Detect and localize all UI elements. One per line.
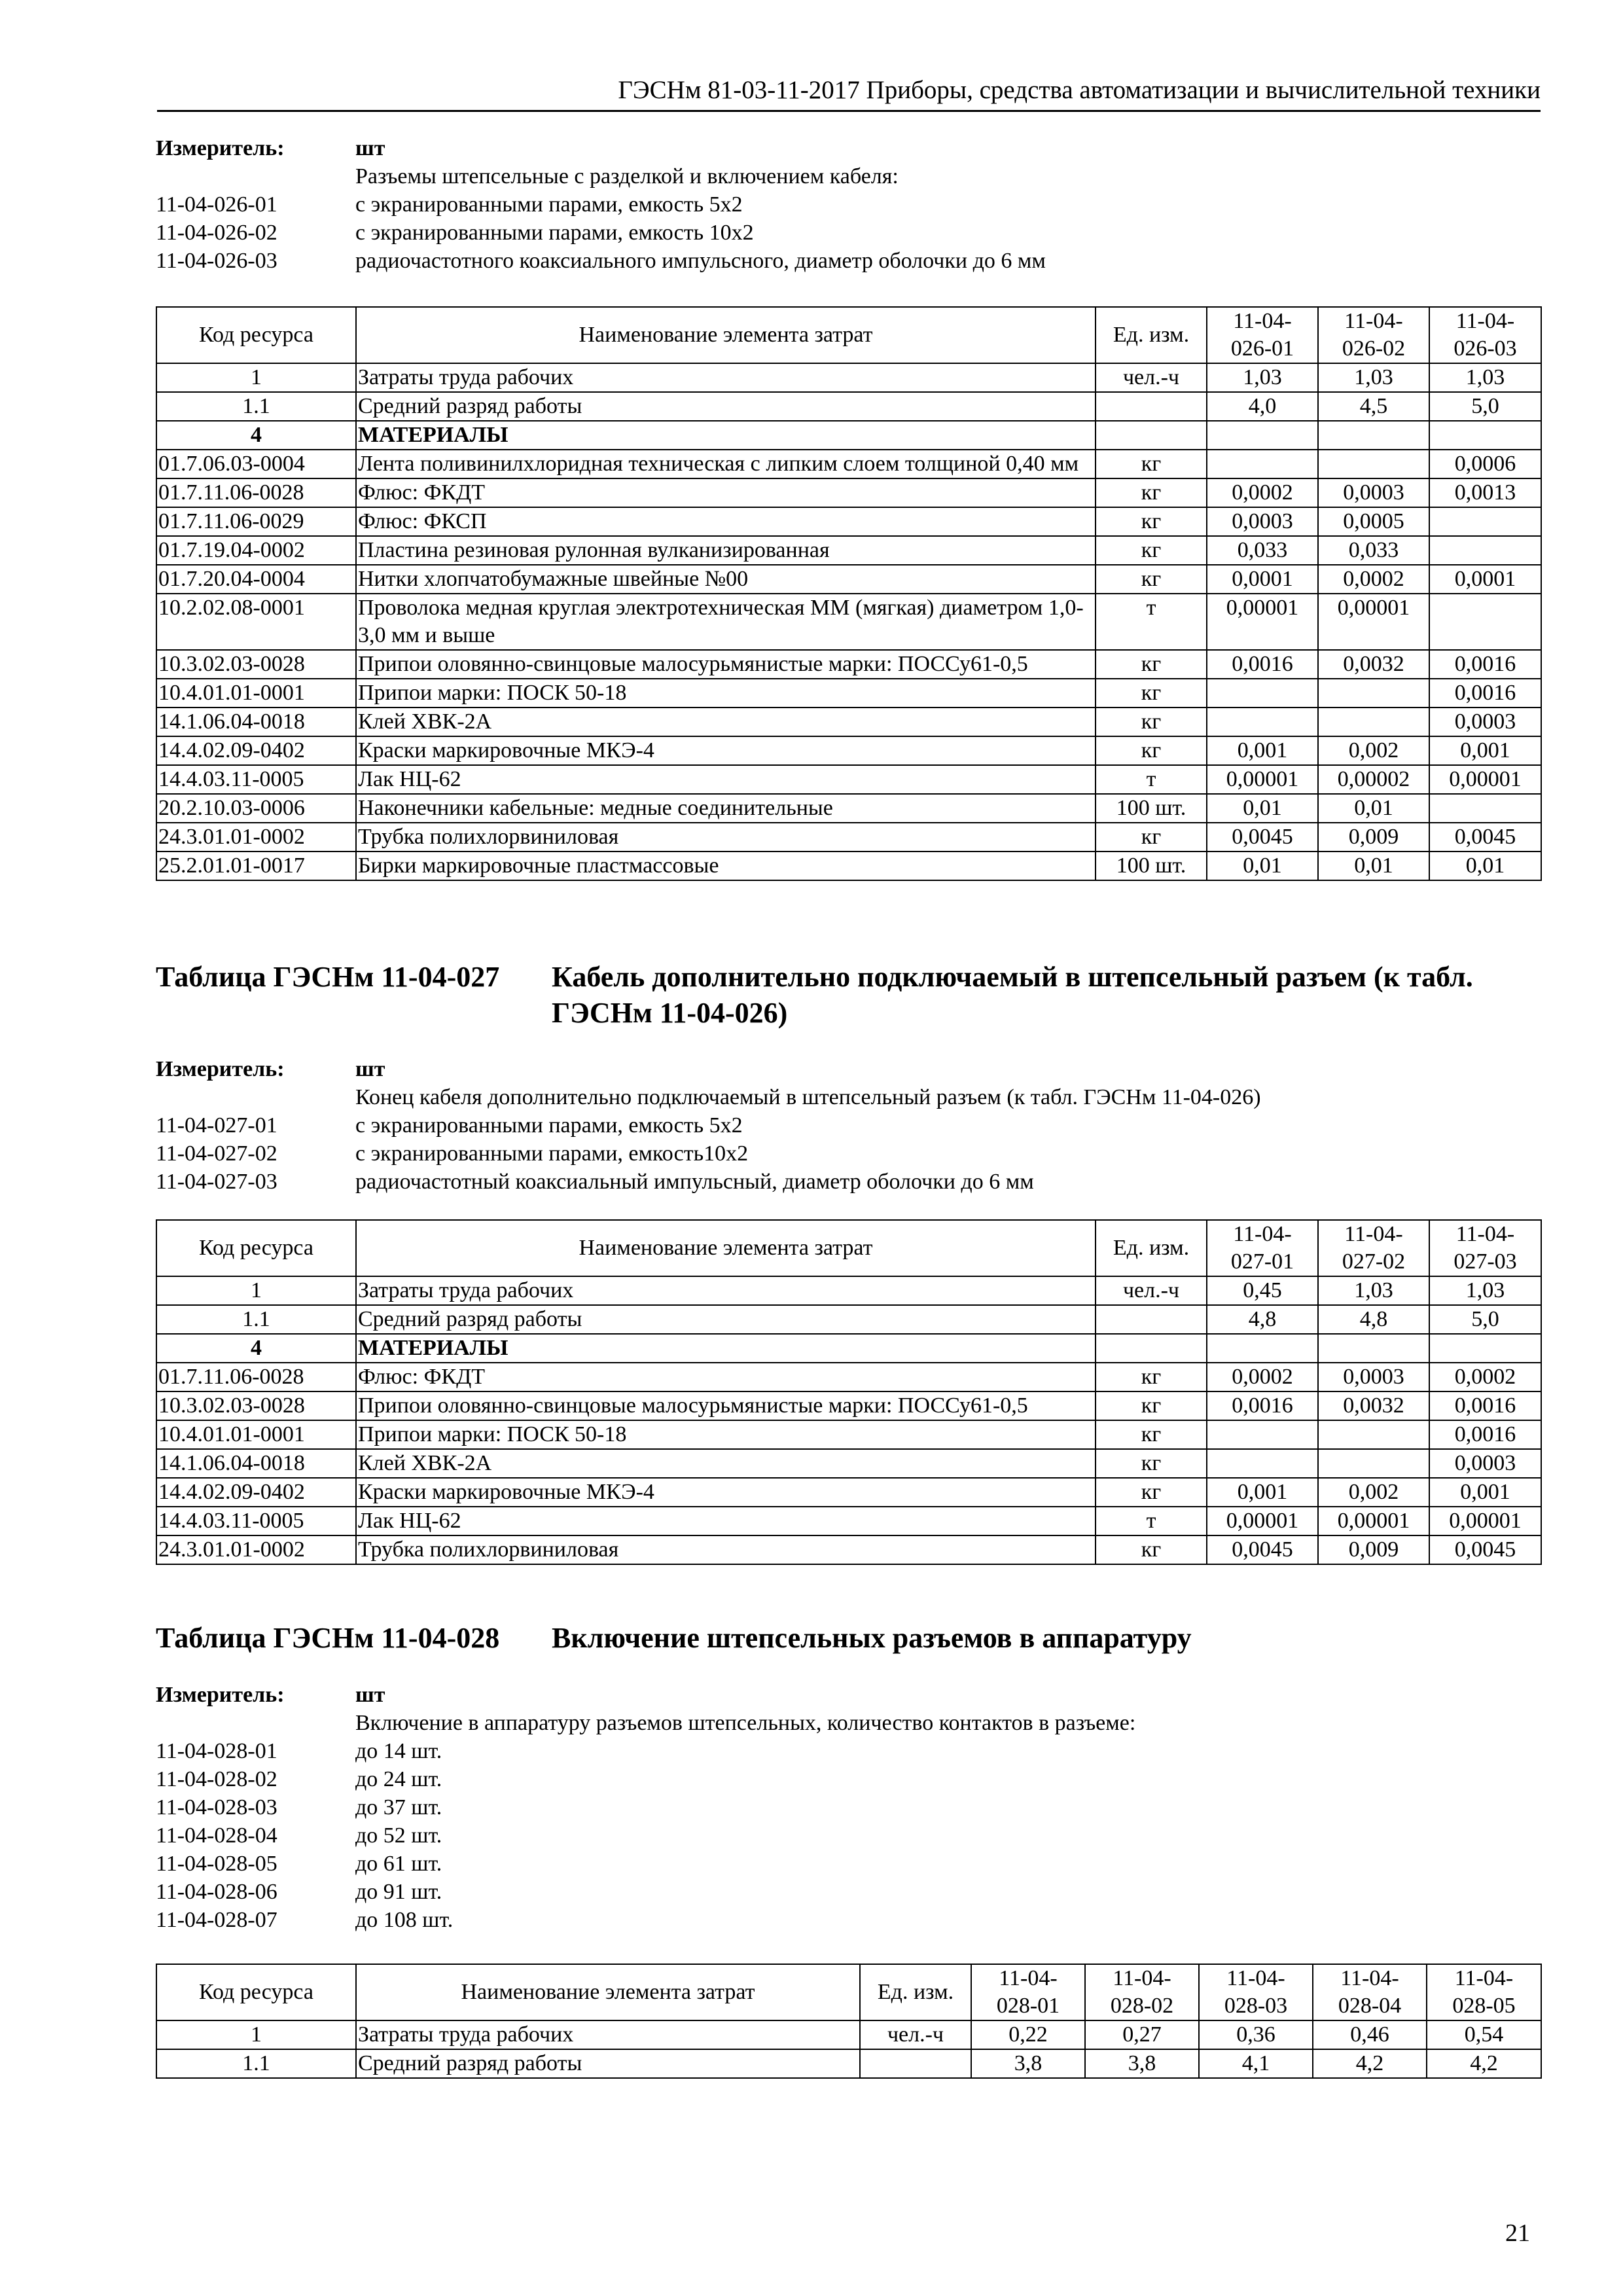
norm-value: 1,03 [1318,1276,1429,1305]
norm-value: 0,0032 [1318,1391,1429,1420]
description-row [156,1709,1135,1737]
measure-row [156,134,1046,162]
item-row [156,1168,1261,1196]
norm-value: 1,03 [1429,1276,1541,1305]
col-header-code: Код ресурса [156,307,356,363]
norm-value: 0,0003 [1318,478,1429,507]
norm-value: 4,2 [1427,2049,1541,2078]
table-row [156,708,1541,736]
norm-value: 0,0016 [1207,650,1318,679]
resource-name: Клей ХВК-2А [356,1449,1096,1478]
resource-name: Флюс: ФКДТ [356,1363,1096,1391]
resource-name: Припои марки: ПОСК 50-18 [356,1420,1096,1449]
resource-table-026 [156,306,1542,881]
item-code: 11-04-028-03 [156,1795,277,1820]
norm-value: 0,001 [1207,1478,1318,1507]
resource-name: Лак НЦ-62 [356,765,1096,794]
norm-value: 0,0016 [1429,1420,1541,1449]
resource-name: Припои марки: ПОСК 50-18 [356,679,1096,708]
item-code: 11-04-026-01 [156,192,277,217]
resource-code: 01.7.11.06-0028 [156,478,356,507]
norm-value: 5,0 [1429,1305,1541,1334]
resource-name: Затраты труда рабочих [356,1276,1096,1305]
item-row [156,1111,1261,1139]
table-row [156,1363,1541,1391]
item-row [156,1765,1135,1793]
table-heading-028 [156,1620,1541,1656]
resource-name: Припои оловянно-свинцовые малосурьмянистые марки: ПОССу61-0,5 [356,650,1096,679]
item-code: 11-04-028-04 [156,1823,277,1848]
norm-value [1318,679,1429,708]
col-header-norm: 11-04- 026-02 [1318,307,1429,363]
resource-name: Краски маркировочные МКЭ-4 [356,1478,1096,1507]
item-row [156,1737,1135,1765]
norm-value: 0,00001 [1429,1507,1541,1535]
col-header-norm: 11-04- 027-01 [1207,1220,1318,1276]
description: Конец кабеля дополнительно подключаемый в штепсельный разъем (к табл. ГЭСНм 11-04-026) [355,1085,1261,1109]
norm-value: 0,01 [1207,852,1318,880]
table-heading-027 [156,959,1541,1031]
norm-value [1207,421,1318,450]
norm-value [1318,1449,1429,1478]
norm-value: 0,033 [1318,536,1429,565]
norm-value: 0,0013 [1429,478,1541,507]
item-code: 11-04-028-07 [156,1908,277,1932]
resource-code: 10.4.01.01-0001 [156,679,356,708]
table-row [156,1420,1541,1449]
resource-name: Флюс: ФКДТ [356,478,1096,507]
resource-unit [1096,392,1207,421]
norm-value: 0,01 [1318,852,1429,880]
item-code: 11-04-028-06 [156,1880,277,1904]
table-row [156,2020,1541,2049]
resource-code: 10.3.02.03-0028 [156,650,356,679]
resource-code: 14.4.03.11-0005 [156,1507,356,1535]
measure-label: Измеритель: [156,1683,285,1707]
item-code: 11-04-027-01 [156,1113,277,1138]
resource-name: Бирки маркировочные пластмассовые [356,852,1096,880]
norm-value: 0,0002 [1429,1363,1541,1391]
norm-value: 0,54 [1427,2020,1541,2049]
item-text: с экранированными парами, емкость 10х2 [355,221,754,245]
resource-code: 24.3.01.01-0002 [156,1535,356,1564]
item-code: 11-04-028-02 [156,1767,277,1791]
running-title: ГЭСНм 81-03-11-2017 Приборы, средства автоматизации и вычислительной техники [618,76,1541,104]
measure-block-028 [156,1681,1135,1934]
norm-value: 0,00001 [1207,1507,1318,1535]
item-row [156,1850,1135,1878]
resource-unit [1096,1305,1207,1334]
norm-value: 0,46 [1313,2020,1427,2049]
table-number: Таблица ГЭСНм 11-04-028 [156,1622,500,1654]
norm-value [1429,536,1541,565]
resource-unit: 100 шт. [1096,794,1207,823]
norm-value [1207,1449,1318,1478]
norm-value: 0,002 [1318,1478,1429,1507]
table-title: Кабель дополнительно подключаемый в штепсельный разъем (к табл. ГЭСНм 11-04-026) [552,961,1473,1029]
col-header-code: Код ресурса [156,1220,356,1276]
table-row [156,363,1541,392]
item-code: 11-04-027-03 [156,1170,277,1194]
resource-name: Припои оловянно-свинцовые малосурьмянистые марки: ПОССу61-0,5 [356,1391,1096,1420]
resource-name: Краски маркировочные МКЭ-4 [356,736,1096,765]
table-row [156,565,1541,594]
norm-value: 1,03 [1318,363,1429,392]
resource-unit: кг [1096,708,1207,736]
resource-unit: кг [1096,507,1207,536]
norm-value: 0,00001 [1318,594,1429,650]
col-header-name: Наименование элемента затрат [356,1220,1096,1276]
item-text: до 61 шт. [355,1852,442,1876]
table-row [156,450,1541,478]
norm-value: 0,0045 [1429,823,1541,852]
item-row [156,247,1046,275]
resource-unit [1096,421,1207,450]
table-row [156,794,1541,823]
norm-value [1429,1334,1541,1363]
table-row [156,536,1541,565]
resource-code: 14.4.03.11-0005 [156,765,356,794]
col-header-norm: 11-04- 028-04 [1313,1964,1427,2020]
col-header-norm: 11-04- 028-05 [1427,1964,1541,2020]
resource-name: Лента поливинилхлоридная техническая с липким слоем толщиной 0,40 мм [356,450,1096,478]
norm-value [1207,1334,1318,1363]
resource-unit: кг [1096,1478,1207,1507]
norm-value: 0,0001 [1207,565,1318,594]
resource-code: 1 [156,363,356,392]
norm-value: 0,0003 [1429,1449,1541,1478]
norm-value: 3,8 [971,2049,1085,2078]
norm-value: 0,009 [1318,1535,1429,1564]
item-text: до 91 шт. [355,1880,442,1904]
resource-unit: кг [1096,1535,1207,1564]
running-header [157,72,1541,112]
description: Включение в аппаратуру разъемов штепсельных, количество контактов в разъеме: [355,1711,1136,1735]
resource-code: 10.3.02.03-0028 [156,1391,356,1420]
resource-name: Средний разряд работы [356,2049,860,2078]
norm-value: 0,01 [1429,852,1541,880]
norm-value: 0,0045 [1207,1535,1318,1564]
resource-name: Средний разряд работы [356,392,1096,421]
norm-value: 0,00001 [1207,765,1318,794]
norm-value: 0,0016 [1429,1391,1541,1420]
resource-name: Наконечники кабельные: медные соединительные [356,794,1096,823]
col-header-unit: Ед. изм. [860,1964,971,2020]
resource-unit: кг [1096,536,1207,565]
table-row [156,1305,1541,1334]
norm-value: 0,0002 [1207,478,1318,507]
item-text: до 52 шт. [355,1823,442,1848]
col-header-unit: Ед. изм. [1096,307,1207,363]
item-text: до 37 шт. [355,1795,442,1820]
resource-name: Затраты труда рабочих [356,2020,860,2049]
norm-value: 0,0003 [1429,708,1541,736]
table-row [156,594,1541,650]
measure-unit: шт [355,1057,385,1081]
table-header-row [156,1220,1541,1276]
item-row [156,1793,1135,1821]
col-header-name: Наименование элемента затрат [356,1964,860,2020]
norm-value: 1,03 [1207,363,1318,392]
item-text: до 14 шт. [355,1739,442,1763]
norm-value [1429,507,1541,536]
resource-name: Проволока медная круглая электротехническая ММ (мягкая) диаметром 1,0-3,0 мм и выше [356,594,1096,650]
item-code: 11-04-026-03 [156,249,277,273]
norm-value: 0,01 [1207,794,1318,823]
item-text: до 108 шт. [355,1908,454,1932]
item-text: с экранированными парами, емкость10х2 [355,1141,749,1166]
item-row [156,1821,1135,1850]
norm-value: 0,27 [1085,2020,1199,2049]
norm-value: 0,45 [1207,1276,1318,1305]
table-row [156,478,1541,507]
resource-unit: чел.-ч [1096,363,1207,392]
col-header-norm: 11-04- 028-01 [971,1964,1085,2020]
item-row [156,219,1046,247]
resource-unit: кг [1096,1420,1207,1449]
resource-name: Флюс: ФКСП [356,507,1096,536]
norm-value: 0,00001 [1207,594,1318,650]
norm-value: 0,22 [971,2020,1085,2049]
resource-unit: кг [1096,823,1207,852]
norm-value: 4,1 [1199,2049,1313,2078]
item-code: 11-04-027-02 [156,1141,277,1166]
resource-name: Трубка полихлорвиниловая [356,823,1096,852]
norm-value: 0,0016 [1207,1391,1318,1420]
measure-row [156,1055,1261,1083]
description-row [156,1083,1261,1111]
measure-unit: шт [355,136,385,160]
resource-unit: т [1096,765,1207,794]
norm-value: 1,03 [1429,363,1541,392]
resource-code: 14.1.06.04-0018 [156,1449,356,1478]
resource-unit: кг [1096,679,1207,708]
resource-name: МАТЕРИАЛЫ [356,1334,1096,1363]
resource-unit: кг [1096,450,1207,478]
resource-code: 10.4.01.01-0001 [156,1420,356,1449]
norm-value: 0,0016 [1429,679,1541,708]
page-number: 21 [1505,2219,1530,2247]
resource-code: 1 [156,1276,356,1305]
norm-value: 0,033 [1207,536,1318,565]
resource-code: 10.2.02.08-0001 [156,594,356,650]
norm-value: 5,0 [1429,392,1541,421]
measure-label: Измеритель: [156,136,285,160]
item-code: 11-04-028-01 [156,1739,277,1763]
norm-value [1429,794,1541,823]
resource-table-028 [156,1964,1542,2079]
norm-value [1207,679,1318,708]
resource-name: Средний разряд работы [356,1305,1096,1334]
measure-block-027 [156,1055,1261,1196]
resource-code: 20.2.10.03-0006 [156,794,356,823]
item-row [156,1906,1135,1934]
resource-unit [860,2049,971,2078]
norm-value: 0,0016 [1429,650,1541,679]
col-header-norm: 11-04- 027-03 [1429,1220,1541,1276]
resource-table-027 [156,1219,1542,1565]
norm-value: 0,0045 [1207,823,1318,852]
resource-code: 14.4.02.09-0402 [156,736,356,765]
table-row [156,679,1541,708]
resource-name: Клей ХВК-2А [356,708,1096,736]
resource-unit: чел.-ч [860,2020,971,2049]
col-header-unit: Ед. изм. [1096,1220,1207,1276]
table-row [156,1391,1541,1420]
resource-name: МАТЕРИАЛЫ [356,421,1096,450]
table-row [156,765,1541,794]
description-row [156,162,1046,190]
norm-value: 4,5 [1318,392,1429,421]
norm-value: 0,00001 [1318,1507,1429,1535]
col-header-norm: 11-04- 026-03 [1429,307,1541,363]
measure-row [156,1681,1135,1709]
resource-code: 25.2.01.01-0017 [156,852,356,880]
item-text: с экранированными парами, емкость 5х2 [355,1113,743,1138]
table-row [156,852,1541,880]
norm-value: 0,002 [1318,736,1429,765]
norm-value: 0,0005 [1318,507,1429,536]
norm-value [1318,1420,1429,1449]
table-row [156,823,1541,852]
norm-value: 3,8 [1085,2049,1199,2078]
resource-unit: чел.-ч [1096,1276,1207,1305]
resource-code: 1 [156,2020,356,2049]
table-number: Таблица ГЭСНм 11-04-027 [156,961,500,993]
measure-block-026 [156,134,1046,275]
col-header-norm: 11-04- 026-01 [1207,307,1318,363]
item-row [156,190,1046,219]
resource-code: 1.1 [156,392,356,421]
col-header-norm: 11-04- 027-02 [1318,1220,1429,1276]
table-header-row [156,1964,1541,2020]
resource-unit: т [1096,1507,1207,1535]
col-header-norm: 11-04- 028-03 [1199,1964,1313,2020]
norm-value: 0,0032 [1318,650,1429,679]
norm-value: 0,001 [1429,736,1541,765]
norm-value: 4,0 [1207,392,1318,421]
table-title: Включение штепсельных разъемов в аппаратуру [552,1622,1192,1654]
measure-label: Измеритель: [156,1057,285,1081]
norm-value [1318,450,1429,478]
item-code: 11-04-026-02 [156,221,277,245]
resource-code: 01.7.06.03-0004 [156,450,356,478]
norm-value: 0,001 [1207,736,1318,765]
norm-value: 0,0006 [1429,450,1541,478]
description: Разъемы штепсельные с разделкой и включением кабеля: [355,164,899,188]
resource-code: 01.7.20.04-0004 [156,565,356,594]
table-row [156,1478,1541,1507]
section-row [156,1334,1541,1363]
item-row [156,1878,1135,1906]
resource-unit: кг [1096,736,1207,765]
norm-value [1318,708,1429,736]
resource-unit: 100 шт. [1096,852,1207,880]
norm-value [1318,421,1429,450]
norm-value: 0,00002 [1318,765,1429,794]
resource-code: 14.4.02.09-0402 [156,1478,356,1507]
resource-unit: кг [1096,1391,1207,1420]
resource-name: Трубка полихлорвиниловая [356,1535,1096,1564]
norm-value: 0,0002 [1207,1363,1318,1391]
col-header-norm: 11-04- 028-02 [1085,1964,1199,2020]
item-text: до 24 шт. [355,1767,442,1791]
resource-code: 24.3.01.01-0002 [156,823,356,852]
norm-value: 4,8 [1207,1305,1318,1334]
resource-code: 1.1 [156,2049,356,2078]
item-row [156,1139,1261,1168]
col-header-code: Код ресурса [156,1964,356,2020]
norm-value: 0,0003 [1207,507,1318,536]
table-row [156,1507,1541,1535]
section-row [156,421,1541,450]
table-row [156,507,1541,536]
norm-value: 0,00001 [1429,765,1541,794]
norm-value: 4,2 [1313,2049,1427,2078]
resource-code: 14.1.06.04-0018 [156,708,356,736]
norm-value: 0,0001 [1429,565,1541,594]
norm-value [1207,1420,1318,1449]
resource-unit: т [1096,594,1207,650]
resource-code: 4 [156,421,356,450]
item-text: радиочастотного коаксиального импульсного, диаметр оболочки до 6 мм [355,249,1046,273]
resource-name: Лак НЦ-62 [356,1507,1096,1535]
norm-value [1318,1334,1429,1363]
table-row [156,736,1541,765]
table-row [156,1535,1541,1564]
resource-unit [1096,1334,1207,1363]
table-row [156,392,1541,421]
item-text: с экранированными парами, емкость 5х2 [355,192,743,217]
resource-code: 01.7.19.04-0002 [156,536,356,565]
table-header-row [156,307,1541,363]
norm-value: 0,36 [1199,2020,1313,2049]
resource-unit: кг [1096,565,1207,594]
norm-value: 0,001 [1429,1478,1541,1507]
table-row [156,2049,1541,2078]
norm-value [1207,450,1318,478]
resource-name: Затраты труда рабочих [356,363,1096,392]
resource-unit: кг [1096,1449,1207,1478]
norm-value: 0,01 [1318,794,1429,823]
norm-value [1207,708,1318,736]
norm-value: 0,0002 [1318,565,1429,594]
resource-unit: кг [1096,478,1207,507]
resource-unit: кг [1096,650,1207,679]
resource-code: 01.7.11.06-0028 [156,1363,356,1391]
table-row [156,650,1541,679]
resource-code: 4 [156,1334,356,1363]
item-code: 11-04-028-05 [156,1852,277,1876]
resource-code: 1.1 [156,1305,356,1334]
table-row [156,1449,1541,1478]
resource-name: Пластина резиновая рулонная вулканизированная [356,536,1096,565]
resource-code: 01.7.11.06-0029 [156,507,356,536]
item-text: радиочастотный коаксиальный импульсный, диаметр оболочки до 6 мм [355,1170,1034,1194]
norm-value [1429,594,1541,650]
col-header-name: Наименование элемента затрат [356,307,1096,363]
resource-name: Нитки хлопчатобумажные швейные №00 [356,565,1096,594]
norm-value: 4,8 [1318,1305,1429,1334]
norm-value: 0,009 [1318,823,1429,852]
norm-value: 0,0045 [1429,1535,1541,1564]
measure-unit: шт [355,1683,385,1707]
norm-value [1429,421,1541,450]
table-row [156,1276,1541,1305]
norm-value: 0,0003 [1318,1363,1429,1391]
resource-unit: кг [1096,1363,1207,1391]
